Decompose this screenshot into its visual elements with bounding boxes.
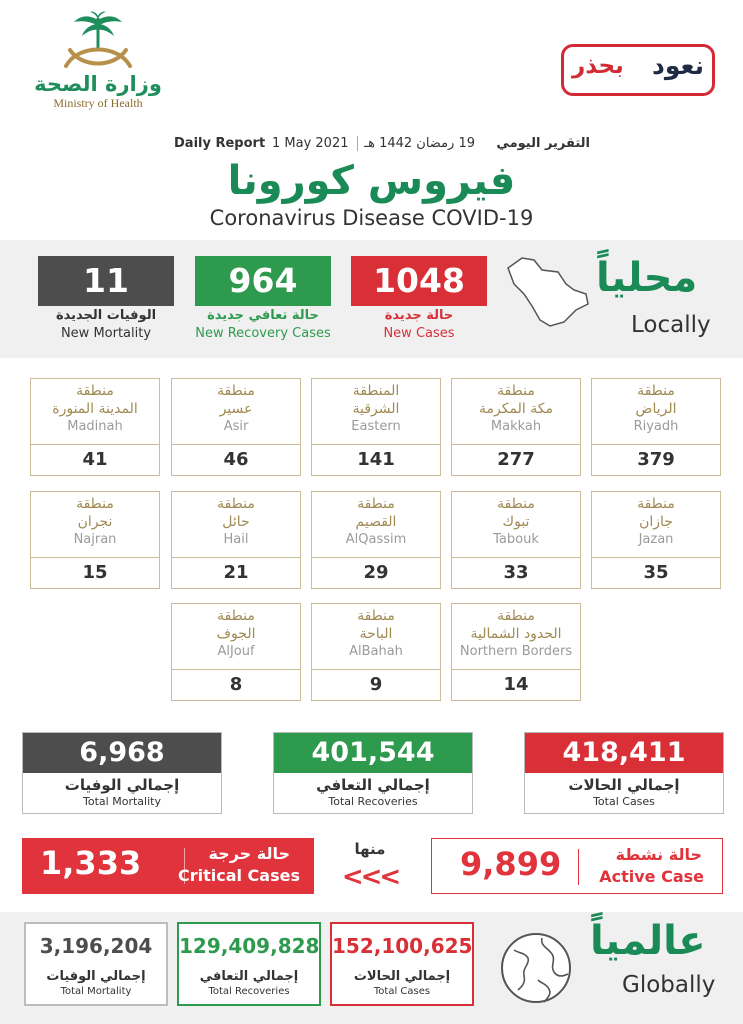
global-cases-value: 152,100,625 [332, 934, 473, 958]
region-value: 14 [503, 674, 529, 695]
region-value: 141 [357, 449, 395, 470]
region-card-makkah [451, 378, 581, 476]
page-title-en: Coronavirus Disease COVID-19 [209, 206, 534, 230]
region-name-ar: تبوك [502, 514, 530, 530]
region-name-ar: نجران [77, 514, 113, 530]
campaign-word-1: نعود [651, 51, 704, 80]
total-mortality-label-en: Total Mortality [83, 795, 161, 808]
region-card-tabouk [451, 491, 581, 589]
total-cases-card [524, 732, 724, 814]
region-name-ar: القصيم [355, 514, 397, 530]
total-cases-value: 418,411 [525, 733, 723, 773]
new-mortality-value: 11 [38, 256, 174, 306]
critical-cases-card [22, 838, 314, 894]
region-name-ar: الباحة [359, 626, 393, 642]
region-name-en: AlQassim [345, 532, 407, 547]
ministry-logo [28, 10, 168, 125]
region-label: منطقة [217, 608, 255, 624]
region-value: 9 [369, 674, 383, 695]
global-mortality-label-ar: إجمالي الوفيات [46, 969, 146, 984]
global-mortality-label-en: Total Mortality [60, 986, 132, 997]
region-name-en: Najran [73, 532, 117, 547]
globally-label-en: Globally [622, 972, 716, 998]
region-name-ar: عسير [219, 401, 253, 417]
region-name-ar: المدينة المنورة [52, 401, 138, 417]
report-hijri-date: 19 رمضان 1442 هـ [357, 136, 475, 151]
new-mortality-label-ar: الوفيات الجديدة [55, 308, 157, 323]
critical-cases-label-ar: حالة حرجة [208, 844, 290, 863]
active-cases-card [431, 838, 723, 894]
region-value: 277 [497, 449, 535, 470]
report-title-en: Daily Report [174, 136, 266, 151]
region-card-albahah [311, 603, 441, 701]
global-section [0, 912, 743, 1024]
new-recovery-value: 964 [195, 256, 331, 306]
region-name-en: AlBahah [349, 644, 403, 659]
region-value: 379 [637, 449, 675, 470]
palm-swords-icon [48, 10, 148, 72]
critical-cases-label-en: Critical Cases [177, 866, 300, 885]
region-value: 29 [363, 562, 389, 583]
new-recovery-label-ar: حالة تعافي جديدة [207, 308, 319, 323]
new-cases-label-en: New Cases [383, 326, 455, 341]
region-label: منطقة [357, 496, 395, 512]
region-label: منطقة [637, 383, 675, 399]
arrows-icon: <<< [341, 862, 399, 892]
region-card-jazan [591, 491, 721, 589]
total-recoveries-value: 401,544 [274, 733, 472, 773]
region-card-najran [30, 491, 160, 589]
active-cases-value: 9,899 [460, 845, 562, 883]
region-name-en: Tabouk [493, 532, 539, 547]
region-card-alqassim [311, 491, 441, 589]
region-name-en: Asir [223, 419, 249, 434]
total-cases-label-ar: إجمالي الحالات [568, 776, 680, 794]
global-recoveries-label-en: Total Recoveries [208, 986, 290, 997]
region-label: منطقة [497, 383, 535, 399]
region-card-northern-borders [451, 603, 581, 701]
of-which-label: منها [354, 840, 386, 858]
region-name-ar: الرياض [635, 401, 677, 417]
region-name-ar: الحدود الشمالية [470, 626, 562, 642]
region-label: منطقة [217, 496, 255, 512]
region-card-riyadh [591, 378, 721, 476]
region-name-en: Northern Borders [459, 644, 573, 659]
region-name-ar: جازان [639, 514, 673, 530]
ministry-name-en: Ministry of Health [53, 96, 143, 110]
region-card-hail [171, 491, 301, 589]
active-cases-label-ar: حالة نشطة [615, 845, 702, 864]
global-recoveries-card [177, 922, 321, 1006]
region-value: 41 [82, 449, 108, 470]
report-title-ar: التقرير اليومي [496, 136, 590, 151]
region-name-en: Eastern [351, 419, 401, 434]
report-date: 1 May 2021 [272, 136, 349, 151]
region-name-ar: مكة المكرمة [479, 401, 553, 417]
global-cases-label-en: Total Cases [373, 986, 431, 997]
region-value: 21 [223, 562, 249, 583]
region-label: منطقة [497, 496, 535, 512]
region-value: 15 [82, 562, 108, 583]
total-recoveries-card [273, 732, 473, 814]
region-name-en: Makkah [490, 419, 542, 434]
new-recovery-label-en: New Recovery Cases [195, 326, 331, 341]
region-label: المنطقة [352, 383, 400, 399]
global-cases-card [330, 922, 474, 1006]
region-name-en: Riyadh [633, 419, 679, 434]
total-cases-label-en: Total Cases [593, 795, 655, 808]
new-mortality-label-en: New Mortality [60, 326, 152, 341]
global-recoveries-label-ar: إجمالي التعافي [199, 969, 299, 984]
saudi-map-icon [500, 250, 596, 330]
region-label: منطقة [76, 383, 114, 399]
region-label: منطقة [497, 608, 535, 624]
critical-cases-value: 1,333 [40, 844, 142, 882]
ministry-name-ar: وزارة الصحة [34, 72, 162, 96]
region-name-en: AlJouf [217, 644, 255, 659]
region-name-ar: الشرقية [352, 401, 400, 417]
region-name-ar: الجوف [216, 626, 256, 642]
locally-label-ar: محلياً [596, 255, 698, 301]
global-mortality-card [24, 922, 168, 1006]
globally-label-ar: عالمياً [590, 918, 706, 964]
global-recoveries-value: 129,409,828 [179, 934, 320, 958]
local-section [0, 240, 743, 358]
region-name-en: Hail [223, 532, 249, 547]
total-mortality-value: 6,968 [23, 733, 221, 773]
campaign-word-2: بحذر [572, 53, 624, 79]
region-value: 35 [643, 562, 669, 583]
total-recoveries-label-ar: إجمالي التعافي [316, 776, 430, 794]
region-value: 33 [503, 562, 529, 583]
total-recoveries-label-en: Total Recoveries [328, 795, 418, 808]
region-label: منطقة [76, 496, 114, 512]
page-title-ar: فيروس كورونا [227, 158, 516, 204]
region-card-eastern [311, 378, 441, 476]
divider [578, 849, 579, 885]
region-card-madinah [30, 378, 160, 476]
new-cases-label-ar: حالة جديدة [384, 308, 454, 323]
global-cases-label-ar: إجمالي الحالات [353, 969, 451, 984]
region-label: منطقة [357, 608, 395, 624]
region-card-asir [171, 378, 301, 476]
new-cases-value: 1048 [351, 256, 487, 306]
total-mortality-label-ar: إجمالي الوفيات [64, 776, 180, 794]
locally-label-en: Locally [631, 312, 711, 338]
region-name-ar: حائل [222, 514, 250, 530]
report-line [160, 136, 590, 158]
region-value: 8 [229, 674, 243, 695]
region-label: منطقة [637, 496, 675, 512]
active-cases-label-en: Active Case [599, 867, 704, 886]
global-mortality-value: 3,196,204 [39, 934, 153, 958]
region-value: 46 [223, 449, 249, 470]
campaign-logo [561, 44, 715, 96]
region-card-aljouf [171, 603, 301, 701]
total-mortality-card [22, 732, 222, 814]
region-name-en: Madinah [67, 419, 123, 434]
region-name-en: Jazan [638, 532, 674, 547]
globe-icon [498, 930, 574, 1006]
region-label: منطقة [217, 383, 255, 399]
